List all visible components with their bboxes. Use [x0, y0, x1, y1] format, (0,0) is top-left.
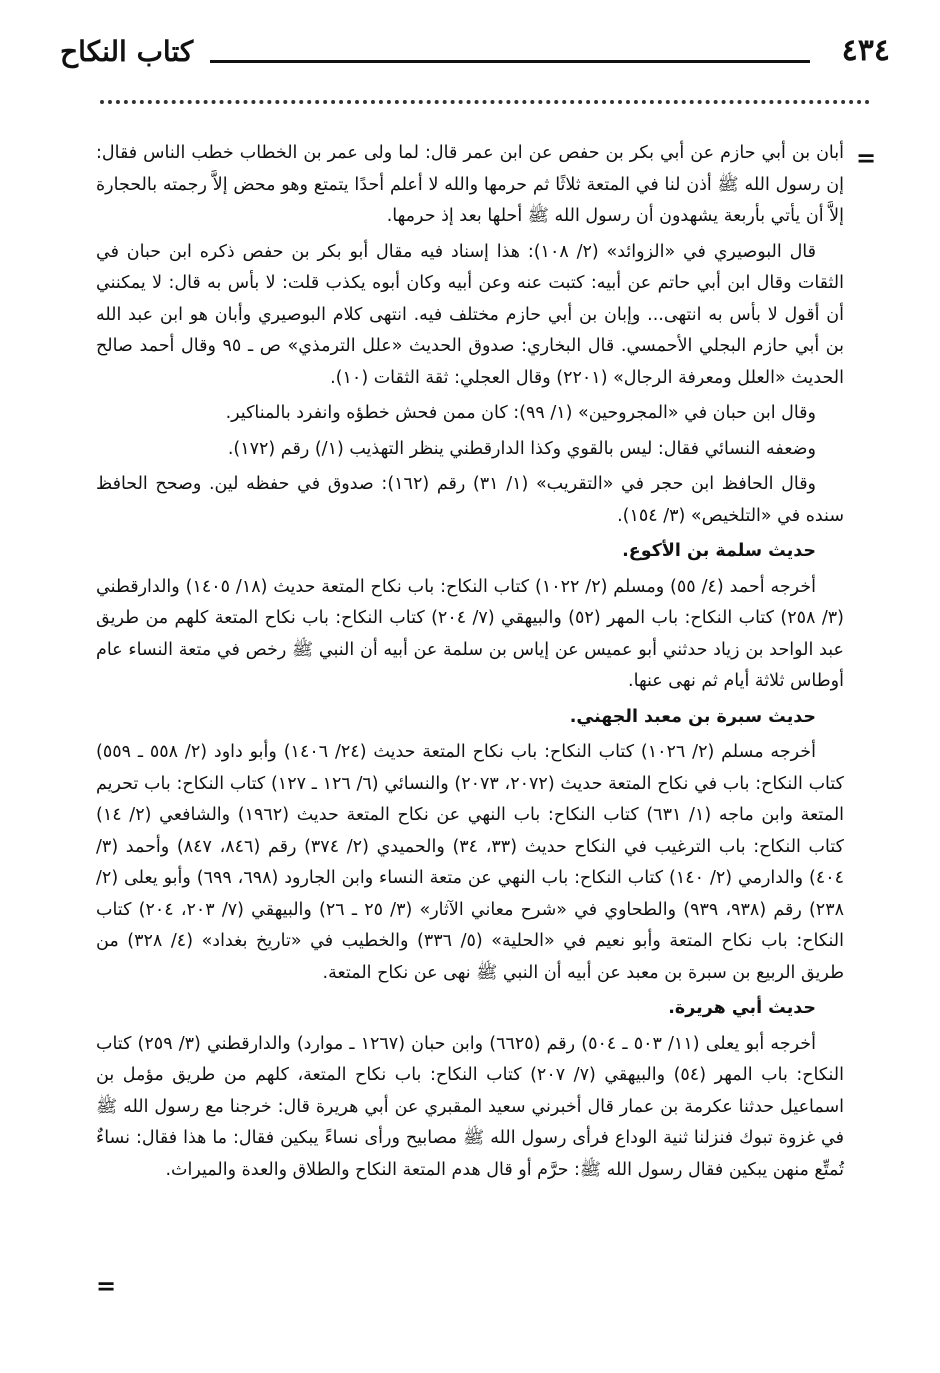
paragraph-salama: أخرجه أحمد (٤/ ٥٥) ومسلم (٢/ ١٠٢٢) كتاب النكاح: باب نكاح المتعة حديث (١٨/ ١٤٠٥) والدارقطني (٣/ ٢٥٨) كتاب النكاح: باب المهر (٥٢) والبيهقي (٧/ ٢٠٤) كتاب النكاح: باب نكاح المتعة كلهم من طريق عبد الواحد بن زياد حدثني أبو عميس عن إياس بن سلمة عن أبيه أن النبي ﷺ رخص في متعة النساء عام أوطاس ثلاثة أيام ثم نهى عنها. — [96, 576, 844, 691]
paragraph-abu-hurayra: أخرجه أبو يعلى (١١/ ٥٠٣ ـ ٥٠٤) رقم (٦٦٢٥) وابن حبان (١٢٦٧ ـ موارد) والدارقطني (٣/ ٢٥٩) كتاب النكاح: باب المهر (٥٤) والبيهقي (٧/ ٢٠٧) كتاب النكاح: باب نكاح المتعة، كلهم من طريق مؤمل بن اسماعيل حدثنا عكرمة بن عمار قال أخبرني سعيد المقبري عن أبي هريرة قال: خرجنا مع رسول الله ﷺ في غزوة تبوك فنزلنا ثنية الوداع فرأى رسول الله ﷺ مصابيح ورأى نساءً يبكين فقال: ما هذا فقال: نساءٌ تُمتِّع منهن يبكين فقال رسول الله ﷺ: حرَّم أو قال هدم المتعة النكاح والطلاق والعدة والميراث. — [96, 1033, 845, 1180]
continuation-mark-top: = — [856, 143, 877, 172]
footnote-body — [96, 138, 844, 1190]
page-number: ٤٣٤ — [841, 33, 890, 68]
continuation-mark-bottom: = — [96, 1271, 117, 1300]
paragraph-nasai: وضعفه النسائي فقال: ليس بالقوي وكذا الدارقطني ينظر التهذيب (١/) رقم (١٧٢). — [227, 438, 816, 459]
book-title: كتاب النكاح — [60, 35, 194, 68]
section-heading-sabra: حديث سبرة بن معبد الجهني. — [569, 706, 816, 727]
paragraph-ibn-hajar: وقال الحافظ ابن حجر في «التقريب» (١/ ٣١) رقم (١٦٢): صدوق في حفظه لين. وصحح الحافظ سنده في «التلخيص» (٣/ ١٥٤). — [96, 474, 844, 526]
paragraph-isnad: أبان بن أبي حازم عن أبي بكر بن حفص عن ابن عمر قال: لما ولى عمر بن الخطاب خطب الناس فقال: إن رسول الله ﷺ أذن لنا في المتعة ثلاثًا ثم حرمها والله لا أعلم أحدًا يتمتع وهو محض إلاَّ رجمته بالحجارة إلاَّ أن يأتي بأربعة يشهدون أن رسول الله ﷺ أحلها بعد إذ حرمها. — [96, 143, 844, 226]
page-header — [60, 30, 890, 80]
section-heading-salama: حديث سلمة بن الأكوع. — [622, 541, 816, 561]
header-rule — [210, 60, 810, 63]
paragraph-busiri: قال البوصيري في «الزوائد» (٢/ ١٠٨): هذا إسناد فيه مقال أبو بكر بن حفص ذكره ابن حبان في الثقات وقال ابن أبي حاتم عن أبيه: كتبت عنه وعن أبيه وكان أبوه يكذب قلت: لا بأس به قال: لا يمكنني أن أقول لا بأس به انتهى... وإبان بن أبي حازم مختلف فيه. انتهى كلام البوصيري وأبان هو ابن عبد الله بن أبي حازم البجلي الأحمسي. قال البخاري: صدوق الحديث «علل الترمذي» ص ـ ٩٥ وقال أحمد صالح الحديث «العلل ومعرفة الرجال» (٢٢٠١) وقال العجلي: ثقة الثقات (١٠). — [96, 241, 844, 388]
paragraph-sabra: أخرجه مسلم (٢/ ١٠٢٦) كتاب النكاح: باب نكاح المتعة حديث (٢٤/ ١٤٠٦) وأبو داود (٢/ ٥٥٨ ـ ٥٥٩) كتاب النكاح: باب في نكاح المتعة حديث (٢٠٧٢، ٢٠٧٣) والنسائي (٦/ ١٢٦ ـ ١٢٧) كتاب النكاح: باب تحريم المتعة وابن ماجه (١/ ٦٣١) كتاب النكاح: باب النهي عن نكاح المتعة حديث (١٩٦٢) والشافعي (٢/ ١٤) كتاب النكاح: باب الترغيب في النكاح حديث (٣٣، ٣٤) والحميدي (٢/ ٣٧٤) رقم (٨٤٦، ٨٤٧) وأحمد (٣/ ٤٠٤) والدارمي (٢/ ١٤٠) كتاب النكاح: باب النهي عن متعة النساء وابن الجارود (٦٩٨، ٦٩٩) وأبو يعلى (٢/ ٢٣٨) رقم (٩٣٨، ٩٣٩) والطحاوي في «شرح معاني الآثار» (٣/ ٢٥ ـ ٢٦) والبيهقي (٧/ ٢٠٣، ٢٠٤) كتاب النكاح: باب نكاح المتعة وأبو نعيم في «الحلية» (٥/ ٣٣٦) والخطيب في «تاريخ بغداد» (٤/ ٣٢٨) من طريق الربيع بن سبرة بن معبد عن أبيه أن النبي ﷺ نهى عن نكاح المتعة. — [96, 742, 845, 983]
paragraph-ibn-hibban: وقال ابن حبان في «المجروحين» (١/ ٩٩): كان ممن فحش خطؤه وانفرد بالمناكير. — [225, 403, 816, 423]
footnote-separator — [100, 100, 870, 104]
section-heading-abu-hurayra: حديث أبي هريرة. — [668, 998, 816, 1018]
